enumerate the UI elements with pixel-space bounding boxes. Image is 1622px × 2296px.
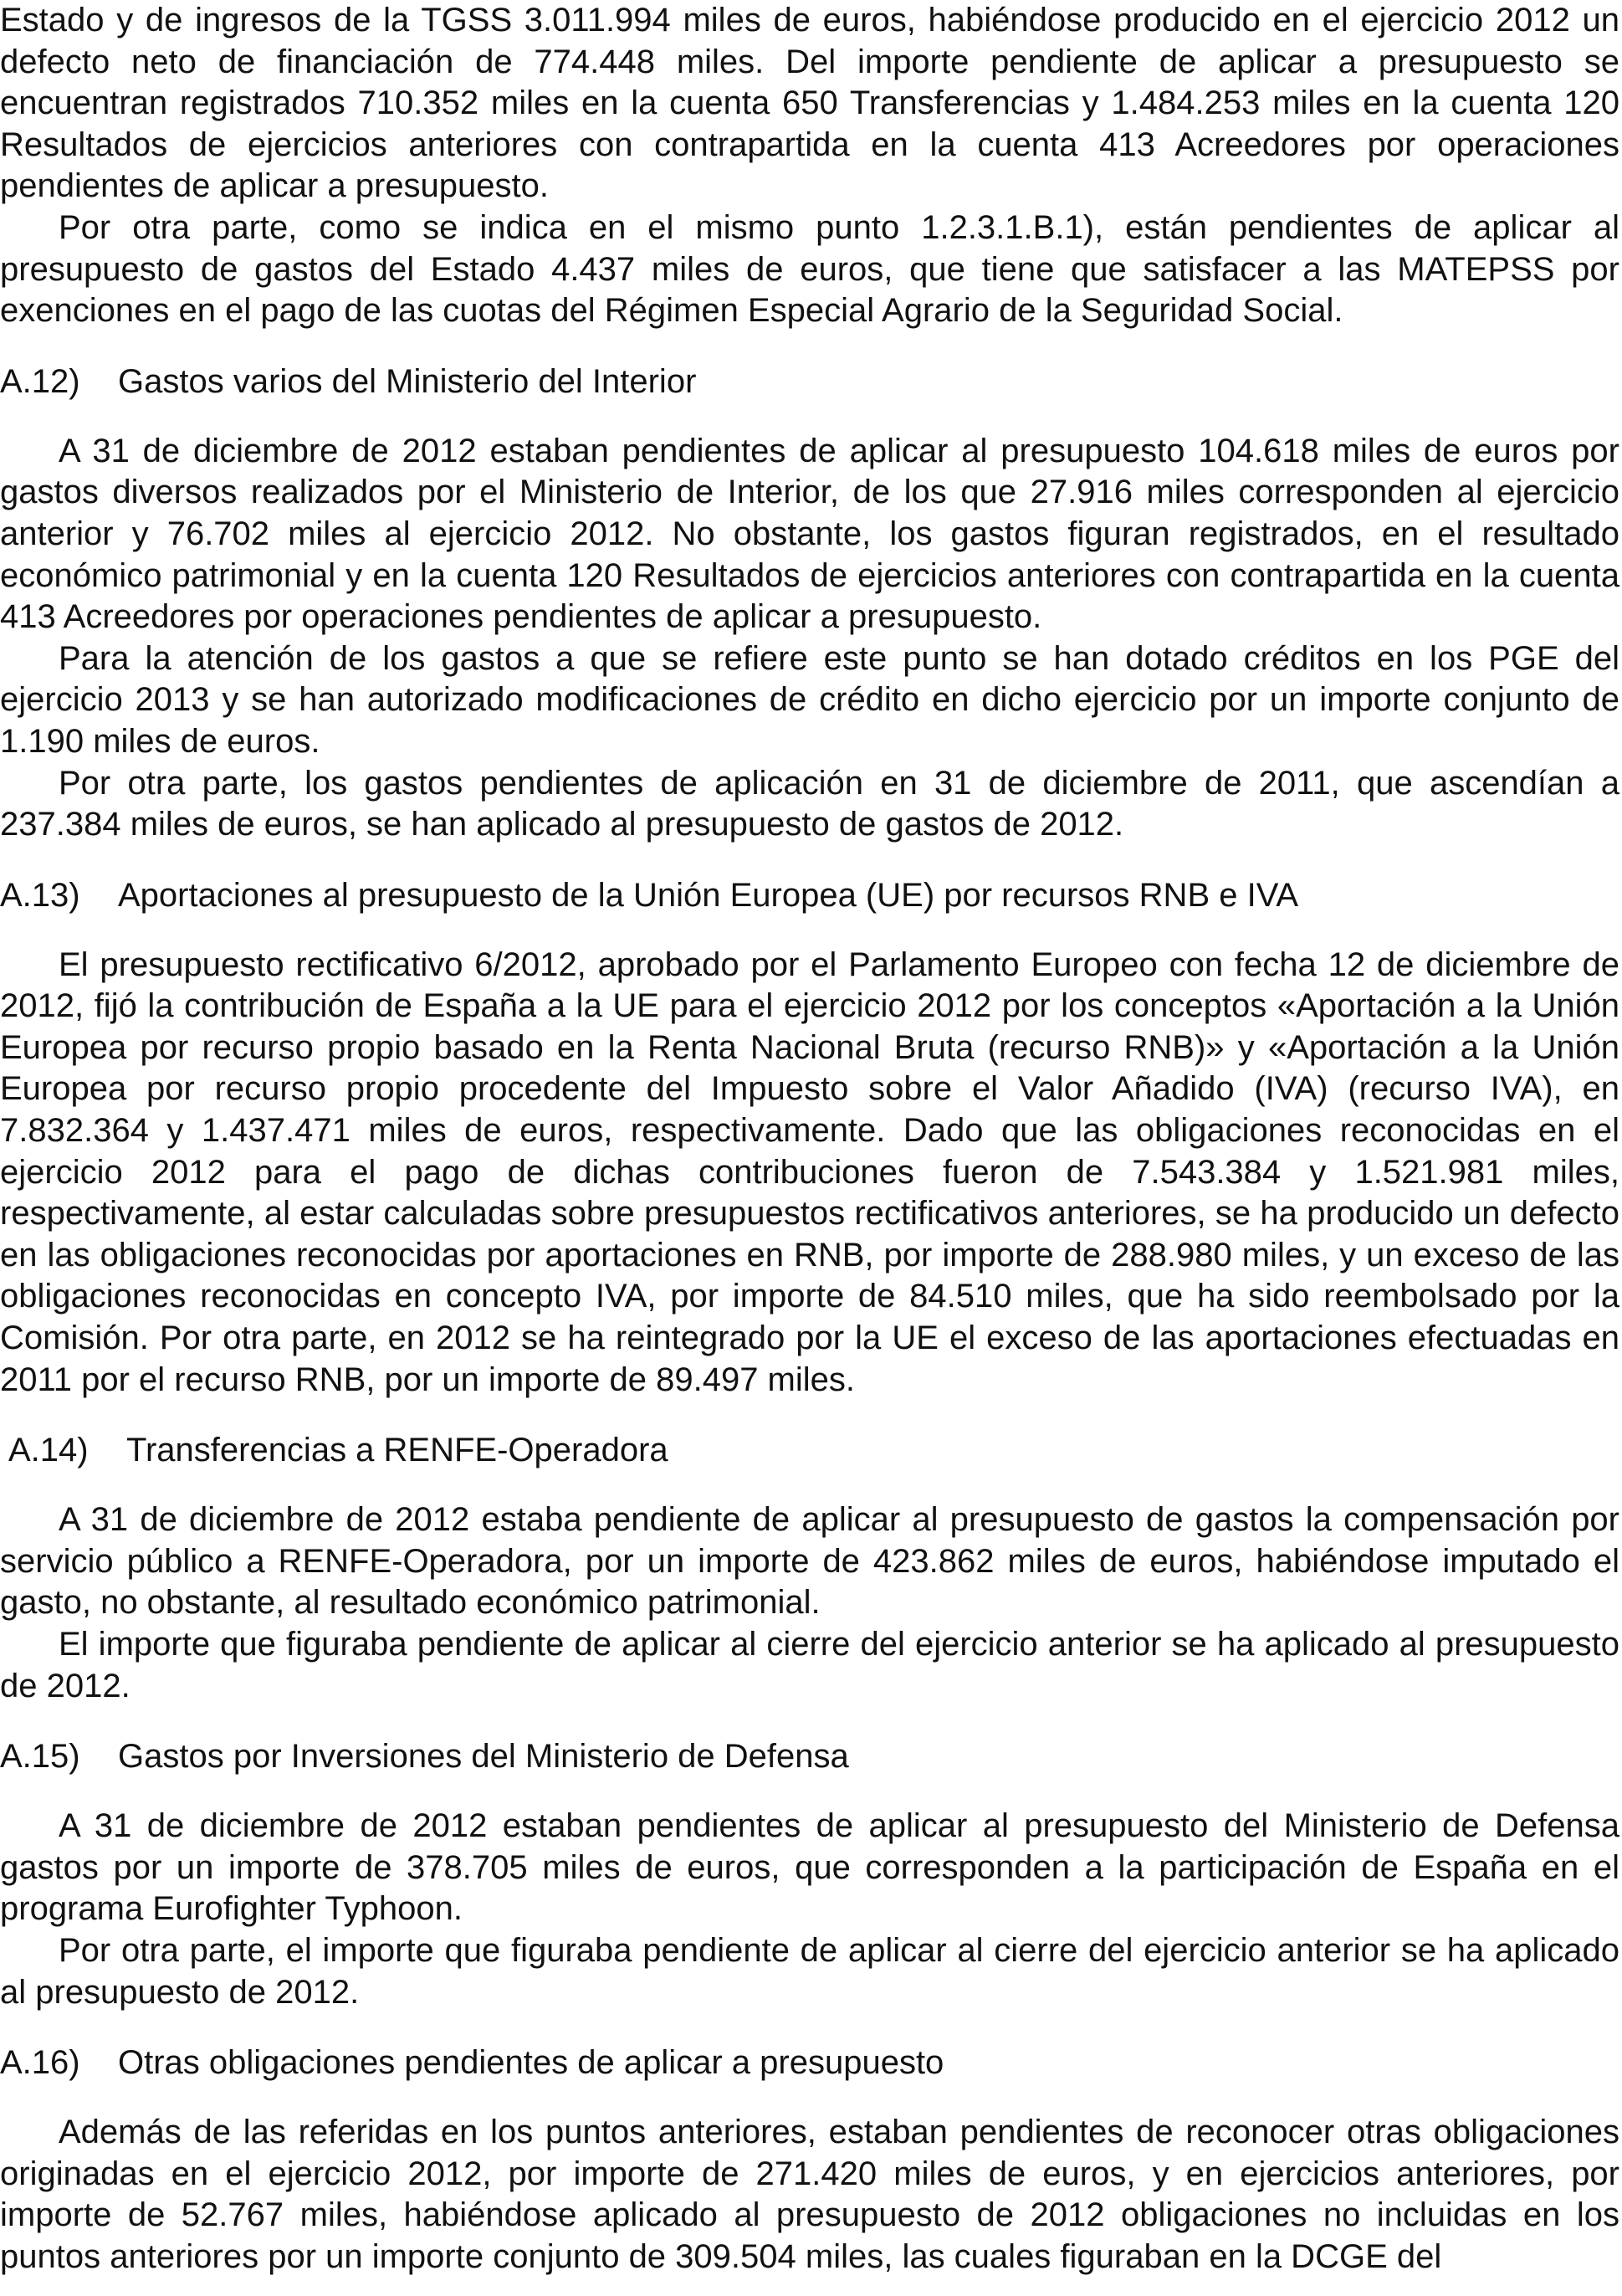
section-number: A.13) — [0, 876, 80, 914]
section-a13 — [0, 874, 1619, 1402]
section-heading — [0, 1735, 1619, 1777]
section-a12 — [0, 361, 1619, 846]
section-title: Otras obligaciones pendientes de aplicar a presupuesto — [118, 2044, 944, 2082]
section-heading — [0, 1429, 1619, 1471]
paragraph: Por otra parte, los gastos pendientes de aplicación en 31 de diciembre de 2011, que ascendían a 237.384 miles de euros, se han aplicado al presupuesto de gastos de 2012. — [0, 764, 1619, 843]
section-number: A.14) — [8, 1432, 89, 1469]
section-a15 — [0, 1735, 1619, 2013]
paragraph: El presupuesto rectificativo 6/2012, aprobado por el Parlamento Europeo con fecha 12 de diciembre de 2012, fijó la contribución de España a la UE para el ejercicio 2012 por los conceptos «Aportación a la Unión Europea por recurso propio basado en la Renta Nacional Bruta (recurso RNB)» y «Aportación a la Unión Europea por recurso propio procedente del Impuesto sobre el Valor Añadido (IVA) (recurso IVA), en 7.832.364 y 1.437.471 miles de euros, respectivamente. Dado que las obligaciones reconocidas en el ejercicio 2012 para el pago de dichas contribuciones fueron de 7.543.384 y 1.521.981 miles, respectivamente, al estar calculadas sobre presupuestos rectificativos anteriores, se ha producido un defecto en las obligaciones reconocidas por aportaciones en RNB, por importe de 288.980 miles, y un exceso de las obligaciones reconocidas en concepto IVA, por importe de 84.510 miles, que ha sido reembolsado por la Comisión. Por otra parte, en 2012 se ha reintegrado por la UE el exceso de las aportaciones efectuadas en 2011 por el recurso RNB, por un importe de 89.497 miles. — [0, 946, 1619, 1398]
section-a14 — [0, 1429, 1619, 1707]
paragraph: Por otra parte, el importe que figuraba pendiente de aplicar al cierre del ejercicio anterior se ha aplicado al presupuesto de 2012. — [0, 1931, 1619, 2011]
section-title: Gastos por Inversiones del Ministerio de Defensa — [118, 1738, 849, 1776]
section-title: Transferencias a RENFE-Operadora — [126, 1432, 668, 1469]
section-title: Aportaciones al presupuesto de la Unión Europea (UE) por recursos RNB e IVA — [118, 876, 1299, 914]
section-heading — [0, 2042, 1619, 2083]
section-title: Gastos varios del Ministerio del Interior — [118, 362, 697, 400]
paragraph: A 31 de diciembre de 2012 estaba pendiente de aplicar al presupuesto de gastos la compensación por servicio público a RENFE-Operadora, por un importe de 423.862 miles de euros, habiéndose imputado el gasto, no obstante, al resultado económico patrimonial. — [0, 1501, 1619, 1622]
section-number: A.15) — [0, 1738, 80, 1776]
section-a16 — [0, 2042, 1619, 2278]
paragraph: A 31 de diciembre de 2012 estaban pendientes de aplicar al presupuesto del Ministerio de Defensa gastos por un importe de 378.705 miles de euros, que corresponden a la participación de España en el programa Eurofighter Typhoon. — [0, 1807, 1619, 1928]
section-number: A.12) — [0, 362, 80, 400]
section-heading — [0, 874, 1619, 916]
section-heading — [0, 361, 1619, 402]
paragraph: Para la atención de los gastos a que se refiere este punto se han dotado créditos en los PGE del ejercicio 2013 y se han autorizado modificaciones de crédito en dicho ejercicio por un importe conjunto de 1.190 miles de euros. — [0, 639, 1619, 760]
paragraph: Por otra parte, como se indica en el mismo punto 1.2.3.1.B.1), están pendientes de aplicar al presupuesto de gastos del Estado 4.437 miles de euros, que tiene que satisfacer a las MATEPSS por exenciones en el pago de las cuotas del Régimen Especial Agrario de la Seguridad Social. — [0, 208, 1619, 330]
section-number: A.16) — [0, 2044, 80, 2082]
paragraph: Además de las referidas en los puntos anteriores, estaban pendientes de reconocer otras obligaciones originadas en el ejercicio 2012, por importe de 271.420 miles de euros, y en ejercicios anteriores, por importe de 52.767 miles, habiéndose aplicado al presupuesto de 2012 obligaciones no incluidas en los puntos anteriores por un importe conjunto de 309.504 miles, las cuales figuraban en la DCGE del — [0, 2114, 1619, 2275]
paragraph: Estado y de ingresos de la TGSS 3.011.994 miles de euros, habiéndose producido en el ejercicio 2012 un defecto neto de financiación de 774.448 miles. Del importe pendiente de aplicar a presupuesto se encuentran registrados 710.352 miles en la cuenta 650 Transferencias y 1.484.253 miles en la cuenta 120 Resultados de ejercicios anteriores con contrapartida en la cuenta 413 Acreedores por operaciones pendientes de aplicar a presupuesto. — [0, 2, 1619, 205]
paragraph: El importe que figuraba pendiente de aplicar al cierre del ejercicio anterior se ha aplicado al presupuesto de 2012. — [0, 1626, 1619, 1704]
section-a11-continuation — [0, 0, 1619, 332]
paragraph: A 31 de diciembre de 2012 estaban pendientes de aplicar al presupuesto 104.618 miles de euros por gastos diversos realizados por el Ministerio de Interior, de los que 27.916 miles corresponden al ejercicio anterior y 76.702 miles al ejercicio 2012. No obstante, los gastos figuran registrados, en el resultado económico patrimonial y en la cuenta 120 Resultados de ejercicios anteriores con contrapartida en la cuenta 413 Acreedores por operaciones pendientes de aplicar a presupuesto. — [0, 432, 1619, 636]
